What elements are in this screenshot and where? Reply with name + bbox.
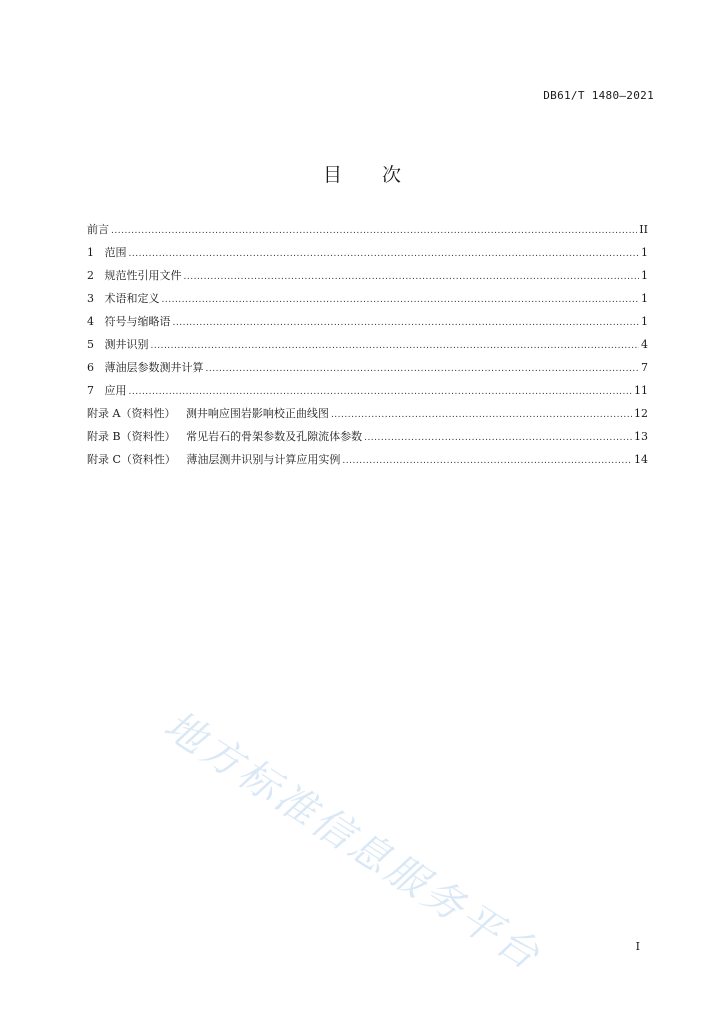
toc-entry-foreword[interactable] [87,218,648,241]
toc-entry-page: 13 [634,430,648,443]
toc-entry-normative-references[interactable] [87,264,648,287]
toc-title-right: 次 [382,164,402,186]
toc-leader-dots [342,450,632,473]
toc-entry-number: 6 [87,361,105,374]
toc-entry-page: 11 [634,384,648,397]
toc-entry-label: 术语和定义 [104,292,160,305]
toc-entry-page: 1 [641,292,648,305]
toc-entry-appendix-b[interactable] [87,425,648,448]
toc-entry-page: II [639,223,648,236]
toc-entry-page: 1 [641,246,648,259]
toc-title-left: 目 [322,164,342,186]
toc-entry-label: 测井识别 [104,338,149,351]
toc-leader-dots [331,404,632,427]
toc-entry-label: 测井响应围岩影响校正曲线图 [185,407,329,420]
toc-entry-number: 附录 A（资料性） [87,407,186,420]
toc-entry-scope[interactable] [87,241,648,264]
toc-leader-dots [184,266,640,289]
toc-entry-label: 常见岩石的骨架参数及孔隙流体参数 [186,430,363,443]
toc-leader-dots [206,358,640,381]
toc-leader-dots [111,220,637,243]
toc-entry-label: 应用 [104,384,127,397]
toc-leader-dots [162,289,640,312]
toc-entry-page: 4 [641,338,648,351]
document-code: DB61/T 1480—2021 [543,89,654,102]
toc-entry-appendix-c[interactable] [87,448,648,471]
toc-entry-page: 1 [641,315,648,328]
toc-entry-page: 1 [641,269,648,282]
toc-entry-number: 附录 C（资料性） [87,453,187,466]
toc-leader-dots [364,427,632,450]
toc-entry-terms-definitions[interactable] [87,287,648,310]
toc-entry-symbols-abbreviations[interactable] [87,310,648,333]
toc-entry-number: 5 [87,338,105,351]
toc-entry-logging-identification[interactable] [87,333,648,356]
toc-leader-dots [173,312,640,335]
toc-entry-page: 7 [641,361,648,374]
toc-entry-appendix-a[interactable] [87,402,648,425]
toc-entry-label: 薄油层测井识别与计算应用实例 [186,453,341,466]
toc-entry-number: 3 [87,292,105,305]
toc-entry-number: 7 [87,384,105,397]
toc-entry-label: 范围 [104,246,127,259]
toc-entry-label: 前言 [87,223,109,236]
toc-entry-label: 规范性引用文件 [104,269,182,282]
toc-entry-label: 符号与缩略语 [104,315,171,328]
page-number: I [635,940,640,953]
toc-entry-parameter-calculation[interactable] [87,356,648,379]
toc-list [87,218,648,471]
toc-entry-number: 4 [87,315,105,328]
toc-entry-page: 14 [634,453,648,466]
toc-leader-dots [129,381,633,404]
toc-entry-label: 薄油层参数测井计算 [104,361,204,374]
toc-title [0,160,724,187]
toc-entry-number: 2 [87,269,105,282]
toc-leader-dots [129,243,640,266]
toc-leader-dots [151,335,640,358]
toc-entry-application[interactable] [87,379,648,402]
toc-entry-page: 12 [634,407,648,420]
toc-entry-number: 附录 B（资料性） [87,430,187,443]
toc-entry-number: 1 [87,246,105,259]
watermark-text: 地方标准信息服务平台 [155,702,550,981]
